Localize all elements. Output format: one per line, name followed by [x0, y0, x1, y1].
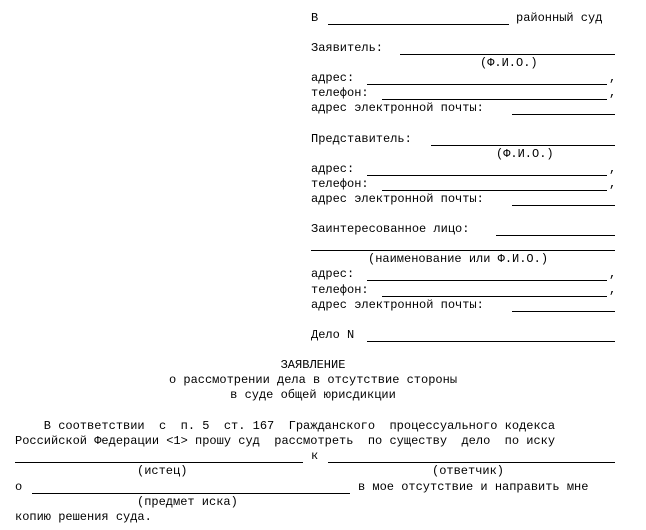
document-title: ЗАЯВЛЕНИЕ	[280, 358, 346, 372]
interested-name-field-1[interactable]	[496, 235, 615, 236]
defendant-field[interactable]	[328, 462, 615, 463]
applicant-address-field[interactable]	[367, 84, 607, 85]
plaintiff-caption: (истец)	[137, 464, 188, 478]
interested-phone-field[interactable]	[382, 296, 607, 297]
applicant-email-field[interactable]	[512, 114, 615, 115]
about-word: о	[15, 480, 23, 494]
interested-email-label: адрес электронной почты:	[311, 298, 484, 312]
court-name-field[interactable]	[328, 24, 509, 25]
interested-address-label: адрес:	[311, 267, 355, 281]
representative-email-field[interactable]	[512, 205, 615, 206]
body-line-1: В соответствии с п. 5 ст. 167 Гражданского процессуального кодекса	[15, 419, 556, 433]
representative-email-label: адрес электронной почты:	[311, 192, 484, 206]
interested-phone-label: телефон:	[311, 283, 369, 297]
interested-address-field[interactable]	[367, 280, 607, 281]
document-subtitle-1: о рассмотрении дела в отсутствие стороны	[168, 373, 458, 387]
subject-field[interactable]	[32, 493, 350, 494]
court-prefix: В	[311, 11, 319, 25]
court-suffix: районный суд	[516, 11, 603, 25]
comma: ,	[609, 162, 617, 176]
comma: ,	[609, 86, 617, 100]
interested-label: Заинтересованное лицо:	[311, 222, 470, 236]
representative-phone-field[interactable]	[382, 190, 607, 191]
body-last-line: копию решения суда.	[15, 510, 152, 524]
interested-name-field-2[interactable]	[311, 250, 615, 251]
document-subtitle-2: в суде общей юрисдикции	[230, 388, 396, 402]
representative-label: Представитель:	[311, 132, 412, 146]
representative-phone-label: телефон:	[311, 177, 369, 191]
representative-fio-field[interactable]	[431, 145, 615, 146]
interested-email-field[interactable]	[512, 311, 615, 312]
applicant-fio-field[interactable]	[400, 54, 615, 55]
plaintiff-field[interactable]	[15, 462, 303, 463]
applicant-fio-caption: (Ф.И.О.)	[480, 56, 538, 70]
applicant-address-label: адрес:	[311, 71, 355, 85]
to-word: к	[311, 449, 319, 463]
defendant-caption: (ответчик)	[432, 464, 505, 478]
interested-caption: (наименование или Ф.И.О.)	[368, 252, 549, 266]
absence-text: в мое отсутствие и направить мне	[358, 480, 589, 494]
applicant-label: Заявитель:	[311, 41, 384, 55]
representative-address-label: адрес:	[311, 162, 355, 176]
case-label: Дело N	[311, 328, 355, 342]
applicant-email-label: адрес электронной почты:	[311, 101, 484, 115]
representative-address-field[interactable]	[367, 175, 607, 176]
comma: ,	[609, 177, 617, 191]
representative-fio-caption: (Ф.И.О.)	[496, 147, 554, 161]
applicant-phone-field[interactable]	[382, 99, 607, 100]
comma: ,	[609, 267, 617, 281]
case-number-field[interactable]	[367, 341, 615, 342]
comma: ,	[609, 283, 617, 297]
subject-caption: (предмет иска)	[137, 495, 238, 509]
comma: ,	[609, 71, 617, 85]
body-line-2: Российской Федерации <1> прошу суд рассмотреть по существу дело по иску	[15, 434, 556, 448]
applicant-phone-label: телефон:	[311, 86, 369, 100]
